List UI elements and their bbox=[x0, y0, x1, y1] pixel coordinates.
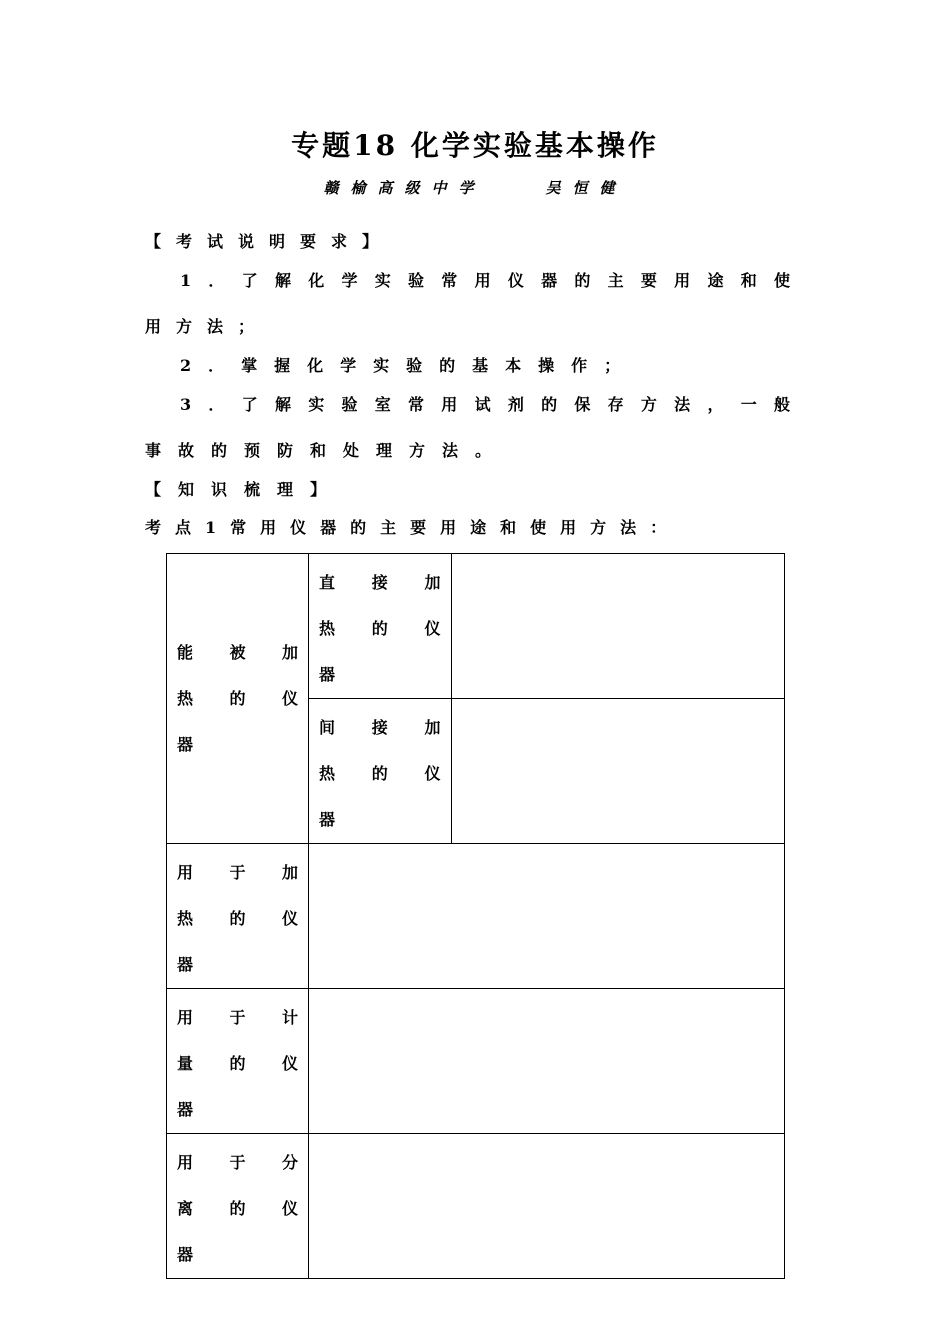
heated-label-line2: 热的仪 bbox=[177, 688, 298, 708]
direct-heat-line3: 器 bbox=[319, 665, 336, 684]
separating-line1: 用于分 bbox=[177, 1153, 298, 1172]
exam-point-1: 考点1常用仪器的主要用途和使用方法： bbox=[145, 518, 681, 537]
heating-line2: 热的仪 bbox=[177, 909, 298, 928]
measuring-line2: 量的仪 bbox=[177, 1054, 298, 1073]
section-heading-requirements: 【考试说明要求】 bbox=[145, 232, 394, 251]
table-row-measuring bbox=[167, 989, 785, 1134]
direct-heat-answer-cell[interactable] bbox=[451, 554, 784, 699]
table-row-separating bbox=[167, 1134, 785, 1279]
measuring-line3: 器 bbox=[177, 1100, 194, 1119]
table-row-heated bbox=[167, 554, 785, 844]
requirement-3-line2: 事故的预防和处理方法。 bbox=[145, 441, 509, 460]
requirement-3-line1: 3．了解实验室常用试剂的保存方法，一般 bbox=[180, 395, 790, 414]
direct-heat-line1: 直接加 bbox=[319, 573, 441, 592]
measuring-line1: 用于计 bbox=[177, 1008, 298, 1027]
measuring-label-cell bbox=[167, 989, 309, 1134]
indirect-heat-line2: 热的仪 bbox=[319, 764, 441, 783]
author-name: 吴恒健 bbox=[545, 179, 627, 197]
separating-line2: 离的仪 bbox=[177, 1199, 298, 1218]
requirement-1-line2: 用方法； bbox=[145, 317, 270, 336]
page-title: 专题18 化学实验基本操作 bbox=[291, 129, 659, 162]
indirect-heat-answer-cell[interactable] bbox=[451, 699, 784, 844]
measuring-answer-cell[interactable] bbox=[309, 989, 785, 1134]
heated-subtable bbox=[309, 554, 784, 843]
table-row-heating bbox=[167, 844, 785, 989]
heating-answer-cell[interactable] bbox=[309, 844, 785, 989]
heating-line3: 器 bbox=[177, 955, 194, 974]
requirement-2: 2．掌握化学实验的基本操作； bbox=[180, 356, 638, 375]
heating-label-cell bbox=[167, 844, 309, 989]
author-line bbox=[0, 177, 950, 198]
school-name: 赣榆高级中学 bbox=[323, 179, 486, 197]
direct-heat-line2: 热的仪 bbox=[319, 619, 441, 638]
requirement-1-line1: 1．了解化学实验常用仪器的主要用途和使 bbox=[180, 271, 790, 290]
heated-subtable-cell bbox=[309, 554, 785, 844]
heated-label-cell bbox=[167, 554, 309, 844]
indirect-heat-label-cell bbox=[309, 699, 451, 844]
heated-label-line3: 器 bbox=[177, 734, 194, 754]
direct-heat-label-cell bbox=[309, 554, 451, 699]
section-heading-knowledge: 【知识梳理】 bbox=[145, 480, 344, 499]
instrument-table bbox=[166, 553, 785, 1279]
indirect-heat-line1: 间接加 bbox=[319, 718, 441, 737]
separating-answer-cell[interactable] bbox=[309, 1134, 785, 1279]
separating-line3: 器 bbox=[177, 1245, 194, 1264]
indirect-heat-line3: 器 bbox=[319, 810, 336, 829]
heated-label-line1: 能被加 bbox=[177, 642, 298, 662]
heating-line1: 用于加 bbox=[177, 863, 298, 882]
separating-label-cell bbox=[167, 1134, 309, 1279]
